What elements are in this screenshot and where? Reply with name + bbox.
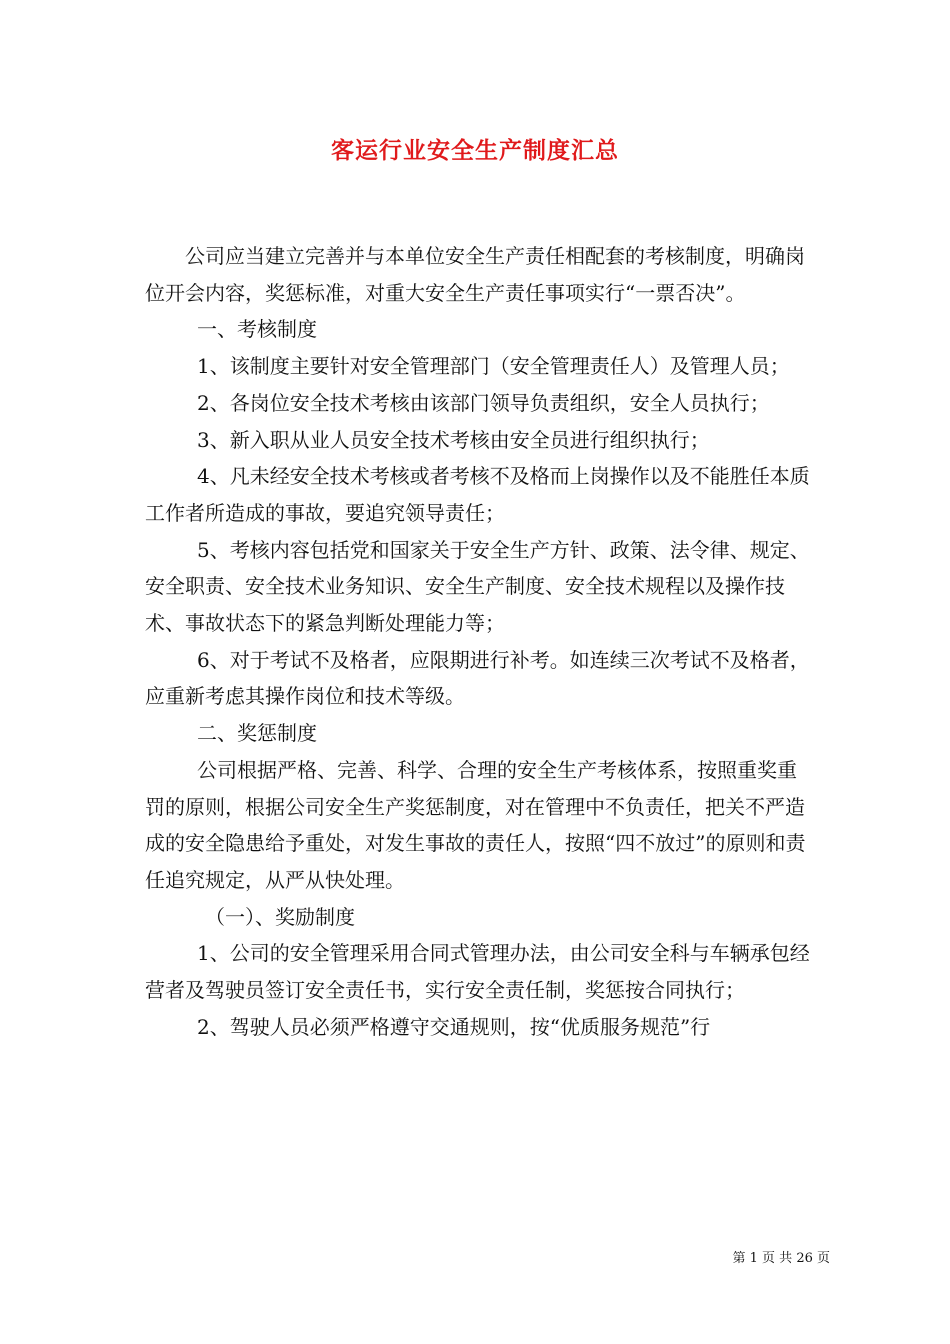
- list-item: 1、该制度主要针对安全管理部门（安全管理责任人）及管理人员；: [197, 354, 790, 379]
- intro-paragraph: 公司应当建立完善并与本单位安全生产责任相配套的考核制度，明确岗位开会内容，奖惩标准，对重大安全生产责任事项实行“一票否决”。: [145, 244, 805, 305]
- section-heading-rewards-penalties: 二、奖惩制度: [197, 721, 317, 746]
- list-item: 1、公司的安全管理采用合同式管理办法，由公司安全科与车辆承包经营者及驾驶员签订安全责任书，实行安全责任制，奖惩按合同执行；: [145, 941, 810, 1003]
- document-body: [145, 238, 813, 1045]
- body-paragraph: 公司根据严格、完善、科学、合理的安全生产考核体系，按照重奖重罚的原则，根据公司安全生产奖惩制度，对在管理中不负责任，把关不严造成的安全隐患给予重处，对发生事故的责任人，按照“四不放过”的原则和责任追究规定，从严从快处理。: [145, 757, 806, 892]
- list-item: 6、对于考试不及格者，应限期进行补考。如连续三次考试不及格者，应重新考虑其操作岗位和技术等级。: [145, 647, 810, 709]
- subsection-heading-rewards: （一）、奖励制度: [205, 904, 355, 929]
- list-item: 5、考核内容包括党和国家关于安全生产方针、政策、法令律、规定、安全职责、安全技术业务知识、安全生产制度、安全技术规程以及操作技术、事故状态下的紧急判断处理能力等；: [145, 537, 810, 636]
- list-item: 2、驾驶人员必须严格遵守交通规则，按“优质服务规范”行: [197, 1014, 711, 1039]
- section-heading-assessment: 一、考核制度: [197, 317, 317, 342]
- page-number: 第 1 页 共 26 页: [732, 1251, 830, 1266]
- document-title: 客运行业安全生产制度汇总: [331, 137, 619, 164]
- list-item: 3、新入职从业人员安全技术考核由安全员进行组织执行；: [197, 427, 710, 452]
- list-item: 4、凡未经安全技术考核或者考核不及格而上岗操作以及不能胜任本质工作者所造成的事故，要追究领导责任；: [145, 464, 810, 525]
- list-item: 2、各岗位安全技术考核由该部门领导负责组织，安全人员执行；: [197, 390, 770, 415]
